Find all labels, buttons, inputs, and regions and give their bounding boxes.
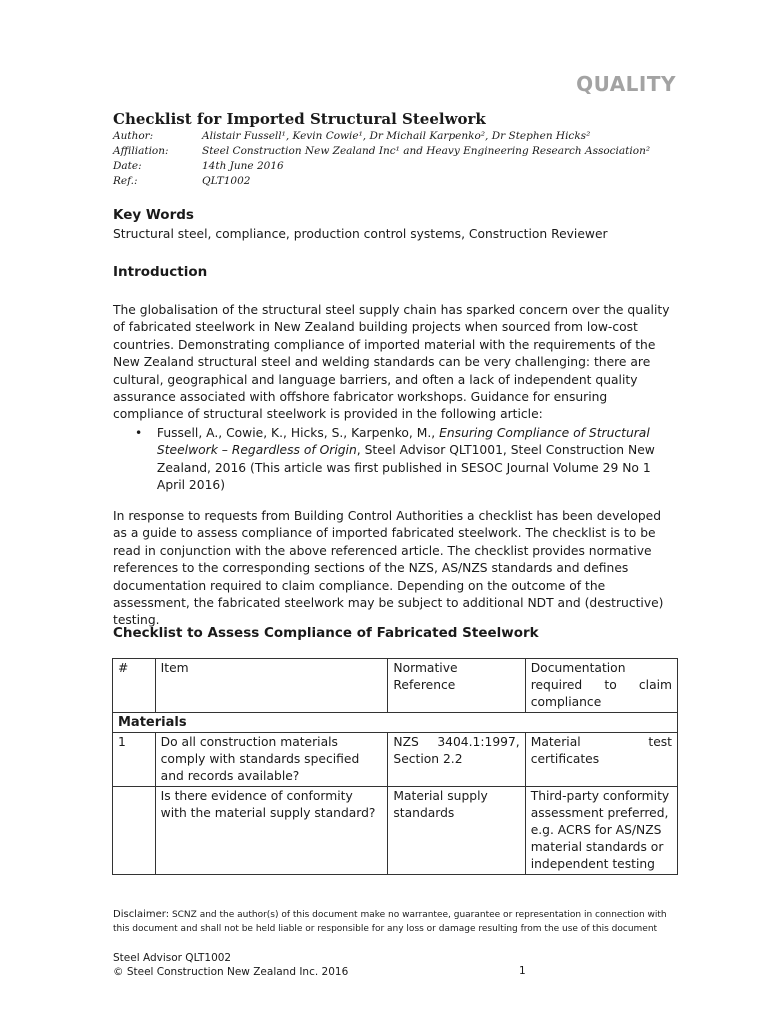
row-item: Do all construction materials comply with standards specified and records available? xyxy=(155,733,388,787)
table-row xyxy=(113,733,678,787)
footer-copyright: © Steel Construction New Zealand Inc. 2016 xyxy=(113,966,349,978)
row-number: 1 xyxy=(113,733,156,787)
column-header: Normative Reference xyxy=(388,659,525,713)
row-documentation: Material test certificates xyxy=(525,733,677,787)
checklist-table xyxy=(112,658,678,875)
page-number: 1 xyxy=(519,965,526,977)
bullet-icon: • xyxy=(135,426,143,440)
disclaimer-text: SCNZ and the author(s) of this document make no warrantee, guarantee or representation in connection with this document and shall not be held liable or responsible for any loss or damage resulting from the use of this document xyxy=(113,910,667,934)
row-number xyxy=(113,787,156,875)
quality-header: QUALITY xyxy=(576,72,676,96)
checklist-heading: Checklist to Assess Compliance of Fabricated Steelwork xyxy=(113,625,539,641)
row-documentation: Third-party conformity assessment preferred, e.g. ACRS for AS/NZS material standards or independent testing xyxy=(525,787,677,875)
column-header: Documentation required to claim compliance xyxy=(525,659,677,713)
document-title: Checklist for Imported Structural Steelwork xyxy=(113,110,486,128)
introduction-paragraph: The globalisation of the structural steel supply chain has sparked concern over the quality of fabricated steelwork in New Zealand building projects when sourced from low-cost countries. Demonstrating compliance of imported material with the requirements of the New Zealand structural steel and welding standards can be very challenging: there are cultural, geographical and language barriers, and often a lack of independent quality assurance associated with offshore fabricator workshops. Guidance for ensuring compliance of structural steelwork is provided in the following article: xyxy=(113,303,670,422)
row-reference: Material supply standards xyxy=(388,787,525,875)
reference-title: Ensuring Compliance of Structural Steelwork – Regardless of Origin xyxy=(156,426,650,458)
introduction-heading: Introduction xyxy=(113,264,208,280)
disclaimer xyxy=(113,908,678,936)
keywords-text: Structural steel, compliance, production control systems, Construction Reviewer xyxy=(113,227,608,241)
section-label: Materials xyxy=(113,713,678,733)
row-item: Is there evidence of conformity with the material supply standard? xyxy=(155,787,388,875)
reference-details: , Steel Advisor QLT1001, Steel Construction New Zealand, 2016 (This article was first published in SESOC Journal Volume 29 No 1 April 2016) xyxy=(156,443,655,493)
meta-ref: Ref.: QLT1002 xyxy=(113,175,251,187)
table-row xyxy=(113,787,678,875)
meta-affiliation: Affiliation: Steel Construction New Zealand Inc¹ and Heavy Engineering Research Association² xyxy=(113,145,651,157)
disclaimer-label: Disclaimer: xyxy=(113,909,170,920)
section-row xyxy=(113,713,678,733)
column-header: Item xyxy=(155,659,388,713)
checklist-intro-paragraph: In response to requests from Building Control Authorities a checklist has been developed as a guide to assess compliance of imported fabricated steelwork. The checklist is to be read in conjunction with the above referenced article. The checklist provides normative references to the corresponding sections of the NZS, AS/NZS standards and defines documentation required to claim compliance. Depending on the outcome of the assessment, the fabricated steelwork may be subject to additional NDT and (destructive) testing. xyxy=(113,509,664,628)
reference-bullet xyxy=(135,425,655,495)
footer xyxy=(113,951,348,979)
keywords-heading: Key Words xyxy=(113,207,194,223)
reference-authors: Fussell, A., Cowie, K., Hicks, S., Karpenko, M., xyxy=(156,426,440,440)
meta-date: Date: 14th June 2016 xyxy=(113,160,284,172)
footer-advisor: Steel Advisor QLT1002 xyxy=(113,952,232,964)
document-metadata xyxy=(113,129,650,189)
table-header-row xyxy=(113,659,678,713)
column-header: # xyxy=(113,659,156,713)
row-reference: NZS 3404.1:1997, Section 2.2 xyxy=(388,733,525,787)
meta-author: Author: Alistair Fussell¹, Kevin Cowie¹, Dr Michail Karpenko², Dr Stephen Hicks² xyxy=(113,130,591,142)
